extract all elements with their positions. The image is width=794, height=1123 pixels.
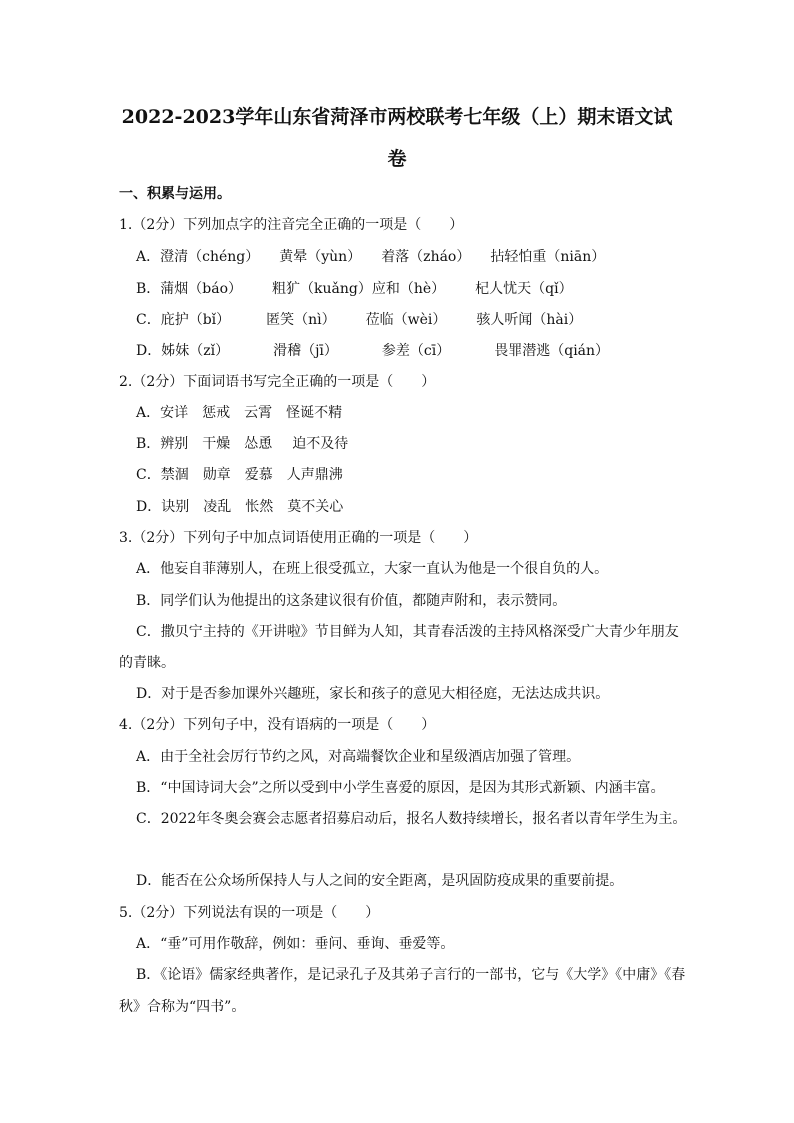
option-text: 怅然 — [245, 499, 274, 515]
option-text: 爱慕 — [244, 467, 273, 483]
option-text: 匿笑（nì） — [266, 312, 336, 328]
option-text: 黄晕（yùn） — [279, 249, 362, 265]
exam-title-line1: 2022-2023学年山东省菏泽市两校联考七年级（上）期末语文试 — [121, 106, 673, 128]
question-3-option-a: A．他妄自菲薄别人，在班上很受孤立，大家一直认为他是一个很自负的人。 — [136, 561, 609, 577]
option-text: 滑稽（jī） — [273, 343, 338, 359]
question-4-option-d: D．能否在公众场所保持人与人之间的安全距离，是巩固防疫成果的重要前提。 — [136, 873, 624, 889]
option-text: 粗犷（kuǎng）应和（hè） — [272, 281, 446, 297]
exam-title-line2: 卷 — [387, 148, 407, 170]
option-text: 参差（cī） — [381, 343, 451, 359]
question-1-option-b — [136, 279, 573, 299]
question-2-option-b — [136, 434, 348, 454]
option-text: 凌乱 — [203, 499, 232, 515]
option-text: D．诀别 — [136, 499, 190, 515]
question-2-option-c — [136, 465, 343, 485]
question-4-option-c: C．2022年冬奥会赛会志愿者招募启动后，报名人数持续增长，报名者以青年学生为主。 — [136, 811, 687, 827]
option-text: 云霄 — [244, 405, 273, 421]
question-5-stem: 5.（2分）下列说法有误的一项是（ ） — [119, 905, 380, 921]
option-text: A．安详 — [136, 405, 189, 421]
option-text: 怪诞不精 — [286, 405, 343, 421]
question-2-stem: 2.（2分）下面词语书写完全正确的一项是（ ） — [119, 374, 436, 390]
question-3-option-c: C．撒贝宁主持的《开讲啦》节目鲜为人知，其青春活泼的主持风格深受广大青少年朋友 — [136, 624, 679, 640]
question-1-option-c — [136, 310, 582, 330]
option-text: D．姊妹（zǐ） — [136, 343, 230, 359]
option-text: A．澄清（chéng） — [136, 249, 260, 265]
option-text: 拈轻怕重（niān） — [490, 249, 606, 265]
question-1-stem: 1.（2分）下列加点字的注音完全正确的一项是（ ） — [119, 217, 464, 233]
question-4-option-a: A．由于全社会厉行节约之风，对高端餐饮企业和星级酒店加强了管理。 — [136, 749, 581, 765]
option-text: 着落（zháo） — [381, 249, 471, 265]
option-text: 莅临（wèi） — [365, 312, 447, 328]
question-2-option-a — [136, 403, 342, 423]
question-5-option-b: B．《论语》儒家经典著作，是记录孔子及其弟子言行的一部书，它与《大学》《中庸》《春 — [136, 967, 686, 983]
question-2-option-d — [136, 497, 343, 517]
question-1-option-d — [136, 341, 609, 361]
question-3-stem: 3.（2分）下列句子中加点词语使用正确的一项是（ ） — [119, 530, 478, 546]
option-text: 人声鼎沸 — [286, 467, 343, 483]
option-text: C．庇护（bǐ） — [136, 312, 231, 328]
option-text: 迫不及待 — [292, 436, 349, 452]
question-1-option-a — [136, 247, 605, 267]
option-text: 骇人听闻（hài） — [476, 312, 583, 328]
option-text: 勋章 — [202, 467, 231, 483]
option-text: C．禁涸 — [136, 467, 189, 483]
option-text: 莫不关心 — [287, 499, 344, 515]
option-text: 惩戒 — [202, 405, 231, 421]
question-3-option-b: B．同学们认为他提出的这条建议很有价值，都随声附和，表示赞同。 — [136, 593, 567, 609]
question-3-option-d: D．对于是否参加课外兴趣班，家长和孩子的意见大相径庭，无法达成共识。 — [136, 686, 610, 702]
option-text: 怂恿 — [244, 436, 273, 452]
section-heading: 一、积累与运用。 — [119, 186, 231, 202]
question-3-option-c-continued: 的青睐。 — [119, 655, 175, 671]
question-5-option-a: A．“垂”可用作敬辞，例如：垂问、垂询、垂爱等。 — [136, 936, 455, 952]
option-text: B．辨别 — [136, 436, 189, 452]
option-text: 畏罪潜逃（qián） — [494, 343, 610, 359]
question-4-option-b: B．“中国诗词大会”之所以受到中小学生喜爱的原因，是因为其形式新颖、内涵丰富。 — [136, 780, 665, 796]
option-text: 杞人忧天（qǐ） — [475, 281, 573, 297]
question-5-option-b-continued: 秋》合称为“四书”。 — [119, 999, 246, 1015]
question-4-stem: 4.（2分）下列句子中，没有语病的一项是（ ） — [119, 717, 436, 733]
option-text: 干燥 — [202, 436, 231, 452]
option-text: B．蒲烟（báo） — [136, 281, 243, 297]
